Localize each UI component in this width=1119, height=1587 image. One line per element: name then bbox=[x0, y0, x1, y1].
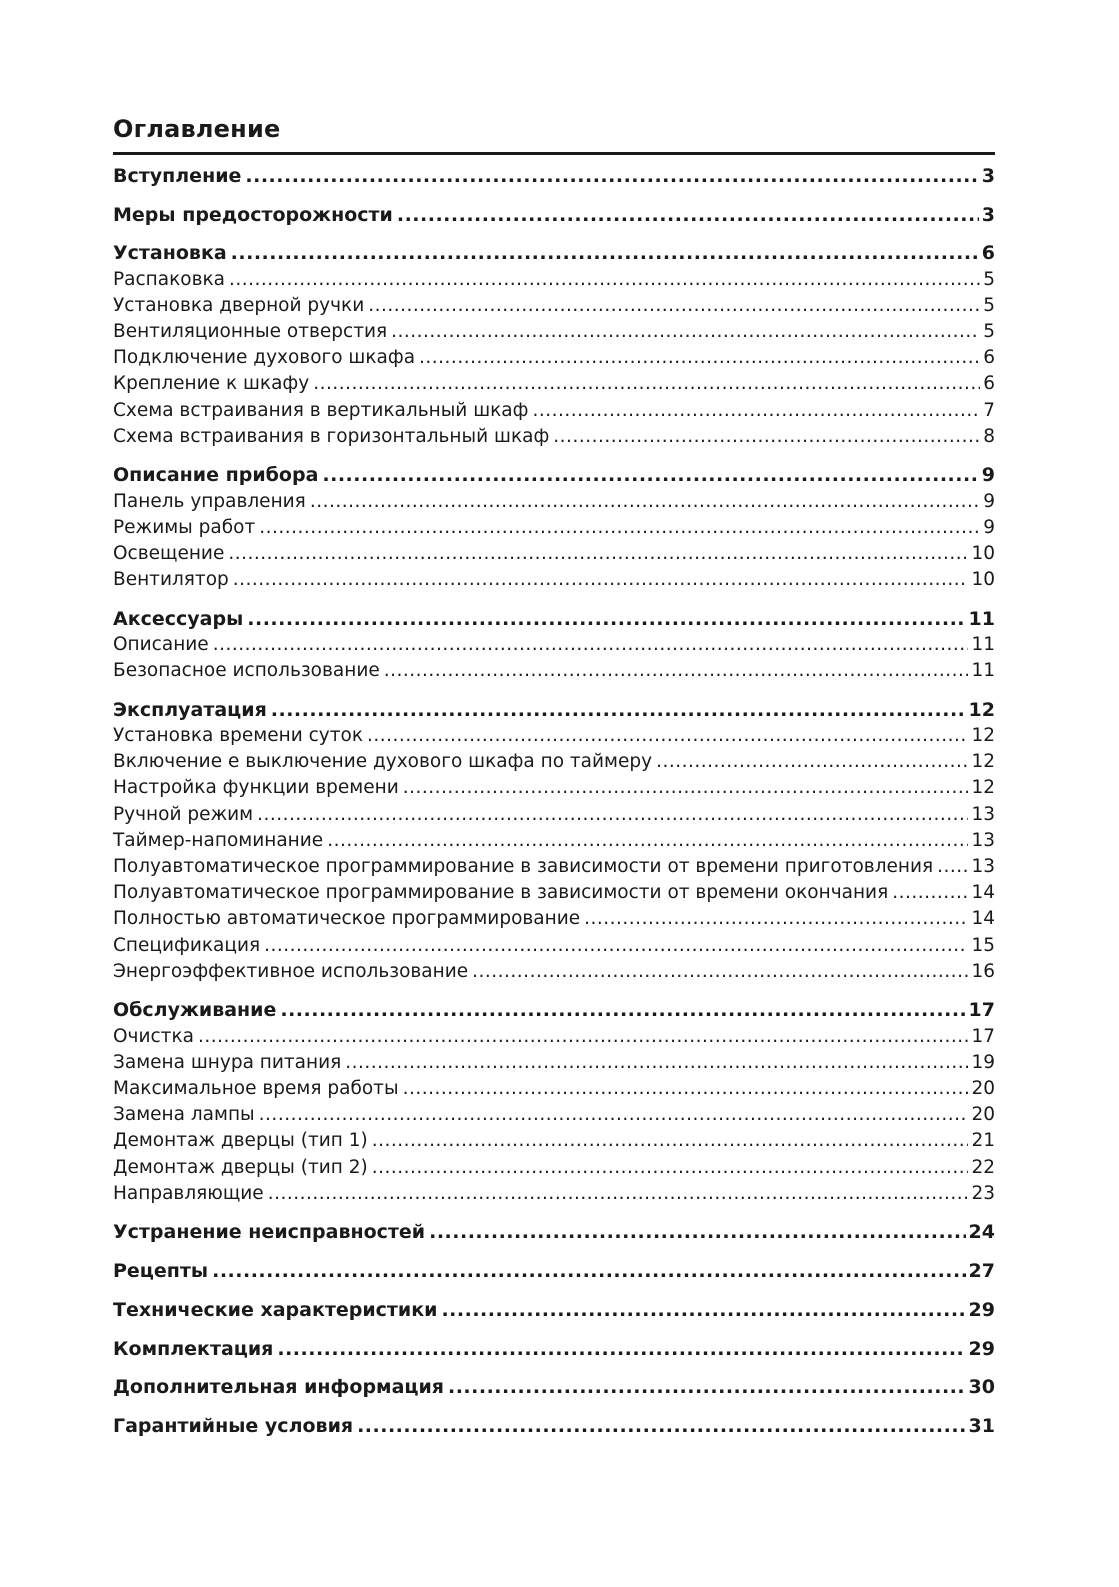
toc-entry-label: Технические характеристики bbox=[113, 1298, 438, 1321]
toc-entry-label: Установка bbox=[113, 242, 227, 265]
dot-leader bbox=[212, 1258, 965, 1284]
dot-leader bbox=[403, 1076, 969, 1102]
page-number: 5 bbox=[983, 320, 995, 342]
page-number: 11 bbox=[968, 607, 995, 630]
toc-subentry-label: Демонтаж дверцы (тип 2) bbox=[113, 1156, 368, 1178]
toc-subentry-label: Распаковка bbox=[113, 268, 226, 290]
toc-subentry[interactable] bbox=[113, 398, 995, 424]
toc-entry-label: Устранение неисправностей bbox=[113, 1221, 426, 1244]
page-number: 17 bbox=[968, 999, 995, 1022]
toc-subentry-label: Полностью автоматическое программирование bbox=[113, 908, 581, 930]
dot-leader bbox=[368, 293, 980, 319]
page-number: 19 bbox=[971, 1051, 995, 1073]
dot-leader bbox=[397, 202, 979, 228]
toc-subentry[interactable] bbox=[113, 293, 995, 319]
toc-section bbox=[113, 997, 995, 1207]
dot-leader bbox=[213, 632, 969, 658]
page-number: 9 bbox=[981, 464, 995, 487]
toc-subentry[interactable] bbox=[113, 802, 995, 828]
toc-subentry[interactable] bbox=[113, 828, 995, 854]
page-number: 27 bbox=[968, 1260, 995, 1283]
toc-entry[interactable] bbox=[113, 1413, 995, 1439]
toc-subentry-label: Полуавтоматическое программирование в зависимости от времени приготовления bbox=[113, 856, 934, 877]
page-number: 13 bbox=[971, 803, 995, 825]
toc-entry[interactable] bbox=[113, 462, 995, 488]
toc-subentry[interactable] bbox=[113, 880, 995, 906]
dot-leader bbox=[391, 319, 980, 345]
toc-subentry-label: Описание bbox=[113, 634, 209, 655]
toc-section bbox=[113, 240, 995, 450]
toc-entry[interactable] bbox=[113, 1336, 995, 1362]
toc-subentry[interactable] bbox=[113, 515, 995, 541]
toc-section bbox=[113, 1336, 995, 1362]
toc-subentry[interactable] bbox=[113, 489, 995, 515]
page-number: 29 bbox=[968, 1298, 995, 1321]
toc-section bbox=[113, 606, 995, 685]
toc-entry-label: Рецепты bbox=[113, 1260, 209, 1283]
dot-leader bbox=[259, 1102, 969, 1128]
toc-subentry[interactable] bbox=[113, 1076, 995, 1102]
page-number: 8 bbox=[983, 425, 995, 447]
toc-entry[interactable] bbox=[113, 202, 995, 228]
page-number: 24 bbox=[968, 1221, 995, 1244]
toc-entry[interactable] bbox=[113, 1219, 995, 1245]
toc-subentry[interactable] bbox=[113, 658, 995, 684]
dot-leader bbox=[245, 163, 978, 189]
dot-leader bbox=[656, 749, 968, 775]
toc-subentry[interactable] bbox=[113, 1181, 995, 1207]
dot-leader bbox=[892, 880, 968, 906]
toc-subentry-label: Полуавтоматическое программирование в зависимости от времени окончания bbox=[113, 882, 889, 904]
toc-subentry-label: Таймер-напоминание bbox=[113, 829, 324, 851]
toc-subentry-label: Ручной режим bbox=[113, 803, 254, 825]
toc-entry[interactable] bbox=[113, 163, 995, 189]
toc-entry[interactable] bbox=[113, 697, 995, 723]
dot-leader bbox=[268, 1181, 969, 1207]
dot-leader bbox=[367, 723, 968, 749]
dot-leader bbox=[277, 1336, 965, 1362]
toc-subentry-label: Схема встраивания в вертикальный шкаф bbox=[113, 399, 529, 421]
table-of-contents bbox=[113, 163, 995, 1439]
toc-subentry-label: Вентилятор bbox=[113, 569, 229, 591]
page-number: 6 bbox=[983, 347, 995, 369]
toc-subentry-label: Замена шнура питания bbox=[113, 1051, 342, 1073]
toc-subentry[interactable] bbox=[113, 541, 995, 567]
toc-section bbox=[113, 1258, 995, 1284]
dot-leader bbox=[280, 997, 965, 1023]
toc-subentry[interactable] bbox=[113, 424, 995, 450]
dot-leader bbox=[257, 802, 968, 828]
page-number: 3 bbox=[981, 203, 995, 226]
page-number: 3 bbox=[981, 165, 995, 187]
toc-entry[interactable] bbox=[113, 1258, 995, 1284]
toc-page bbox=[113, 112, 995, 1439]
dot-leader bbox=[322, 462, 978, 488]
toc-subentry[interactable] bbox=[113, 1024, 995, 1050]
toc-subentry[interactable] bbox=[113, 1155, 995, 1181]
toc-subentry[interactable] bbox=[113, 959, 995, 985]
page-number: 11 bbox=[971, 634, 995, 655]
dot-leader bbox=[228, 541, 968, 567]
toc-entry-label: Гарантийные условия bbox=[113, 1414, 354, 1437]
toc-subentry-label: Включение е выключение духового шкафа по таймеру bbox=[113, 751, 653, 773]
toc-subentry-label: Энергоэффективное использование bbox=[113, 960, 469, 982]
page-number: 16 bbox=[971, 960, 995, 982]
dot-leader bbox=[584, 906, 968, 932]
page-number: 20 bbox=[971, 1078, 995, 1099]
page-number: 6 bbox=[983, 373, 995, 395]
toc-subentry[interactable] bbox=[113, 267, 995, 293]
page-number: 12 bbox=[971, 725, 995, 747]
toc-entry-label: Комплектация bbox=[113, 1337, 274, 1360]
page-number: 23 bbox=[971, 1182, 995, 1204]
toc-entry-label: Описание прибора bbox=[113, 464, 319, 487]
toc-entry-label: Дополнительная информация bbox=[113, 1376, 444, 1399]
toc-subentry-label: Направляющие bbox=[113, 1182, 264, 1204]
dot-leader bbox=[372, 1128, 969, 1154]
toc-subentry[interactable] bbox=[113, 749, 995, 775]
toc-subentry-label: Демонтаж дверцы (тип 1) bbox=[113, 1130, 368, 1152]
page-number: 31 bbox=[968, 1414, 995, 1437]
toc-subentry[interactable] bbox=[113, 371, 995, 397]
toc-subentry-label: Установка дверной ручки bbox=[113, 294, 365, 316]
toc-subentry-label: Замена лампы bbox=[113, 1104, 255, 1126]
toc-subentry[interactable] bbox=[113, 567, 995, 593]
toc-subentry-label: Безопасное использование bbox=[113, 660, 380, 682]
toc-entry-label: Вступление bbox=[113, 165, 242, 187]
toc-section bbox=[113, 697, 995, 985]
page-number: 12 bbox=[971, 777, 995, 799]
toc-subentry[interactable] bbox=[113, 854, 995, 880]
toc-subentry[interactable] bbox=[113, 1102, 995, 1128]
dot-leader bbox=[229, 267, 980, 293]
page-number: 14 bbox=[971, 882, 995, 904]
toc-subentry[interactable] bbox=[113, 345, 995, 371]
toc-entry-label: Меры предосторожности bbox=[113, 203, 393, 226]
toc-subentry-label: Освещение bbox=[113, 542, 225, 564]
page-number: 9 bbox=[983, 490, 995, 512]
page-number: 10 bbox=[971, 569, 995, 591]
page-number: 15 bbox=[971, 934, 995, 956]
toc-entry-label: Эксплуатация bbox=[113, 698, 267, 721]
page-number: 10 bbox=[971, 542, 995, 564]
page-number: 6 bbox=[981, 242, 995, 265]
toc-section bbox=[113, 202, 995, 228]
dot-leader bbox=[472, 959, 968, 985]
dot-leader bbox=[233, 567, 969, 593]
dot-leader bbox=[384, 658, 969, 684]
toc-section bbox=[113, 1297, 995, 1323]
toc-section bbox=[113, 163, 995, 189]
dot-leader bbox=[357, 1413, 965, 1439]
toc-subentry-label: Настройка функции времени bbox=[113, 777, 399, 799]
toc-entry[interactable] bbox=[113, 1297, 995, 1323]
toc-section bbox=[113, 1374, 995, 1400]
toc-entry[interactable] bbox=[113, 1374, 995, 1400]
toc-subentry[interactable] bbox=[113, 723, 995, 749]
page-number: 12 bbox=[968, 698, 995, 721]
page-number: 17 bbox=[971, 1025, 995, 1047]
toc-subentry[interactable] bbox=[113, 906, 995, 932]
dot-leader bbox=[937, 854, 968, 880]
dot-leader bbox=[327, 828, 968, 854]
toc-subentry-label: Схема встраивания в горизонтальный шкаф bbox=[113, 425, 550, 447]
toc-subentry-label: Панель управления bbox=[113, 490, 306, 512]
toc-subentry[interactable] bbox=[113, 933, 995, 959]
toc-entry-label: Аксессуары bbox=[113, 607, 244, 630]
dot-leader bbox=[441, 1297, 965, 1323]
page-number: 22 bbox=[971, 1156, 995, 1178]
toc-entry[interactable] bbox=[113, 606, 995, 632]
dot-leader bbox=[419, 345, 980, 371]
page-number: 7 bbox=[983, 399, 995, 421]
page-number: 5 bbox=[983, 268, 995, 290]
toc-subentry-label: Крепление к шкафу bbox=[113, 373, 310, 395]
page-number: 11 bbox=[971, 660, 995, 682]
toc-section bbox=[113, 1413, 995, 1439]
dot-leader bbox=[345, 1050, 968, 1076]
page-number: 12 bbox=[971, 751, 995, 773]
toc-subentry-label: Спецификация bbox=[113, 934, 261, 956]
page-number: 5 bbox=[983, 294, 995, 316]
page-number: 29 bbox=[968, 1337, 995, 1360]
toc-subentry-label: Установка времени суток bbox=[113, 725, 364, 747]
toc-subentry-label: Подключение духового шкафа bbox=[113, 347, 416, 369]
toc-subentry[interactable] bbox=[113, 1128, 995, 1154]
toc-subentry-label: Очистка bbox=[113, 1025, 194, 1047]
dot-leader bbox=[553, 424, 980, 450]
dot-leader bbox=[532, 398, 980, 424]
dot-leader bbox=[259, 515, 980, 541]
dot-leader bbox=[429, 1219, 965, 1245]
dot-leader bbox=[247, 606, 965, 632]
dot-leader bbox=[310, 489, 980, 515]
toc-subentry[interactable] bbox=[113, 632, 995, 658]
dot-leader bbox=[313, 371, 980, 397]
toc-entry[interactable] bbox=[113, 240, 995, 266]
page-number: 13 bbox=[971, 829, 995, 851]
toc-subentry[interactable] bbox=[113, 1050, 995, 1076]
page-number: 21 bbox=[971, 1130, 995, 1152]
toc-subentry-label: Режимы работ bbox=[113, 516, 256, 538]
toc-subentry-label: Максимальное время работы bbox=[113, 1078, 399, 1099]
toc-section bbox=[113, 1219, 995, 1245]
toc-subentry[interactable] bbox=[113, 775, 995, 801]
page-number: 20 bbox=[971, 1104, 995, 1126]
dot-leader bbox=[271, 697, 966, 723]
toc-subentry-label: Вентиляционные отверстия bbox=[113, 320, 388, 342]
dot-leader bbox=[264, 933, 968, 959]
page-number: 13 bbox=[971, 856, 995, 877]
toc-entry-label: Обслуживание bbox=[113, 999, 277, 1022]
dot-leader bbox=[198, 1024, 968, 1050]
toc-entry[interactable] bbox=[113, 997, 995, 1023]
page-number: 14 bbox=[971, 908, 995, 930]
toc-section bbox=[113, 462, 995, 593]
toc-subentry[interactable] bbox=[113, 319, 995, 345]
dot-leader bbox=[448, 1374, 966, 1400]
page-number: 9 bbox=[983, 516, 995, 538]
dot-leader bbox=[403, 775, 969, 801]
dot-leader bbox=[231, 240, 979, 266]
page-title: Оглавление bbox=[113, 115, 281, 143]
dot-leader bbox=[372, 1155, 969, 1181]
page-number: 30 bbox=[968, 1376, 995, 1399]
title-divider bbox=[113, 152, 995, 155]
